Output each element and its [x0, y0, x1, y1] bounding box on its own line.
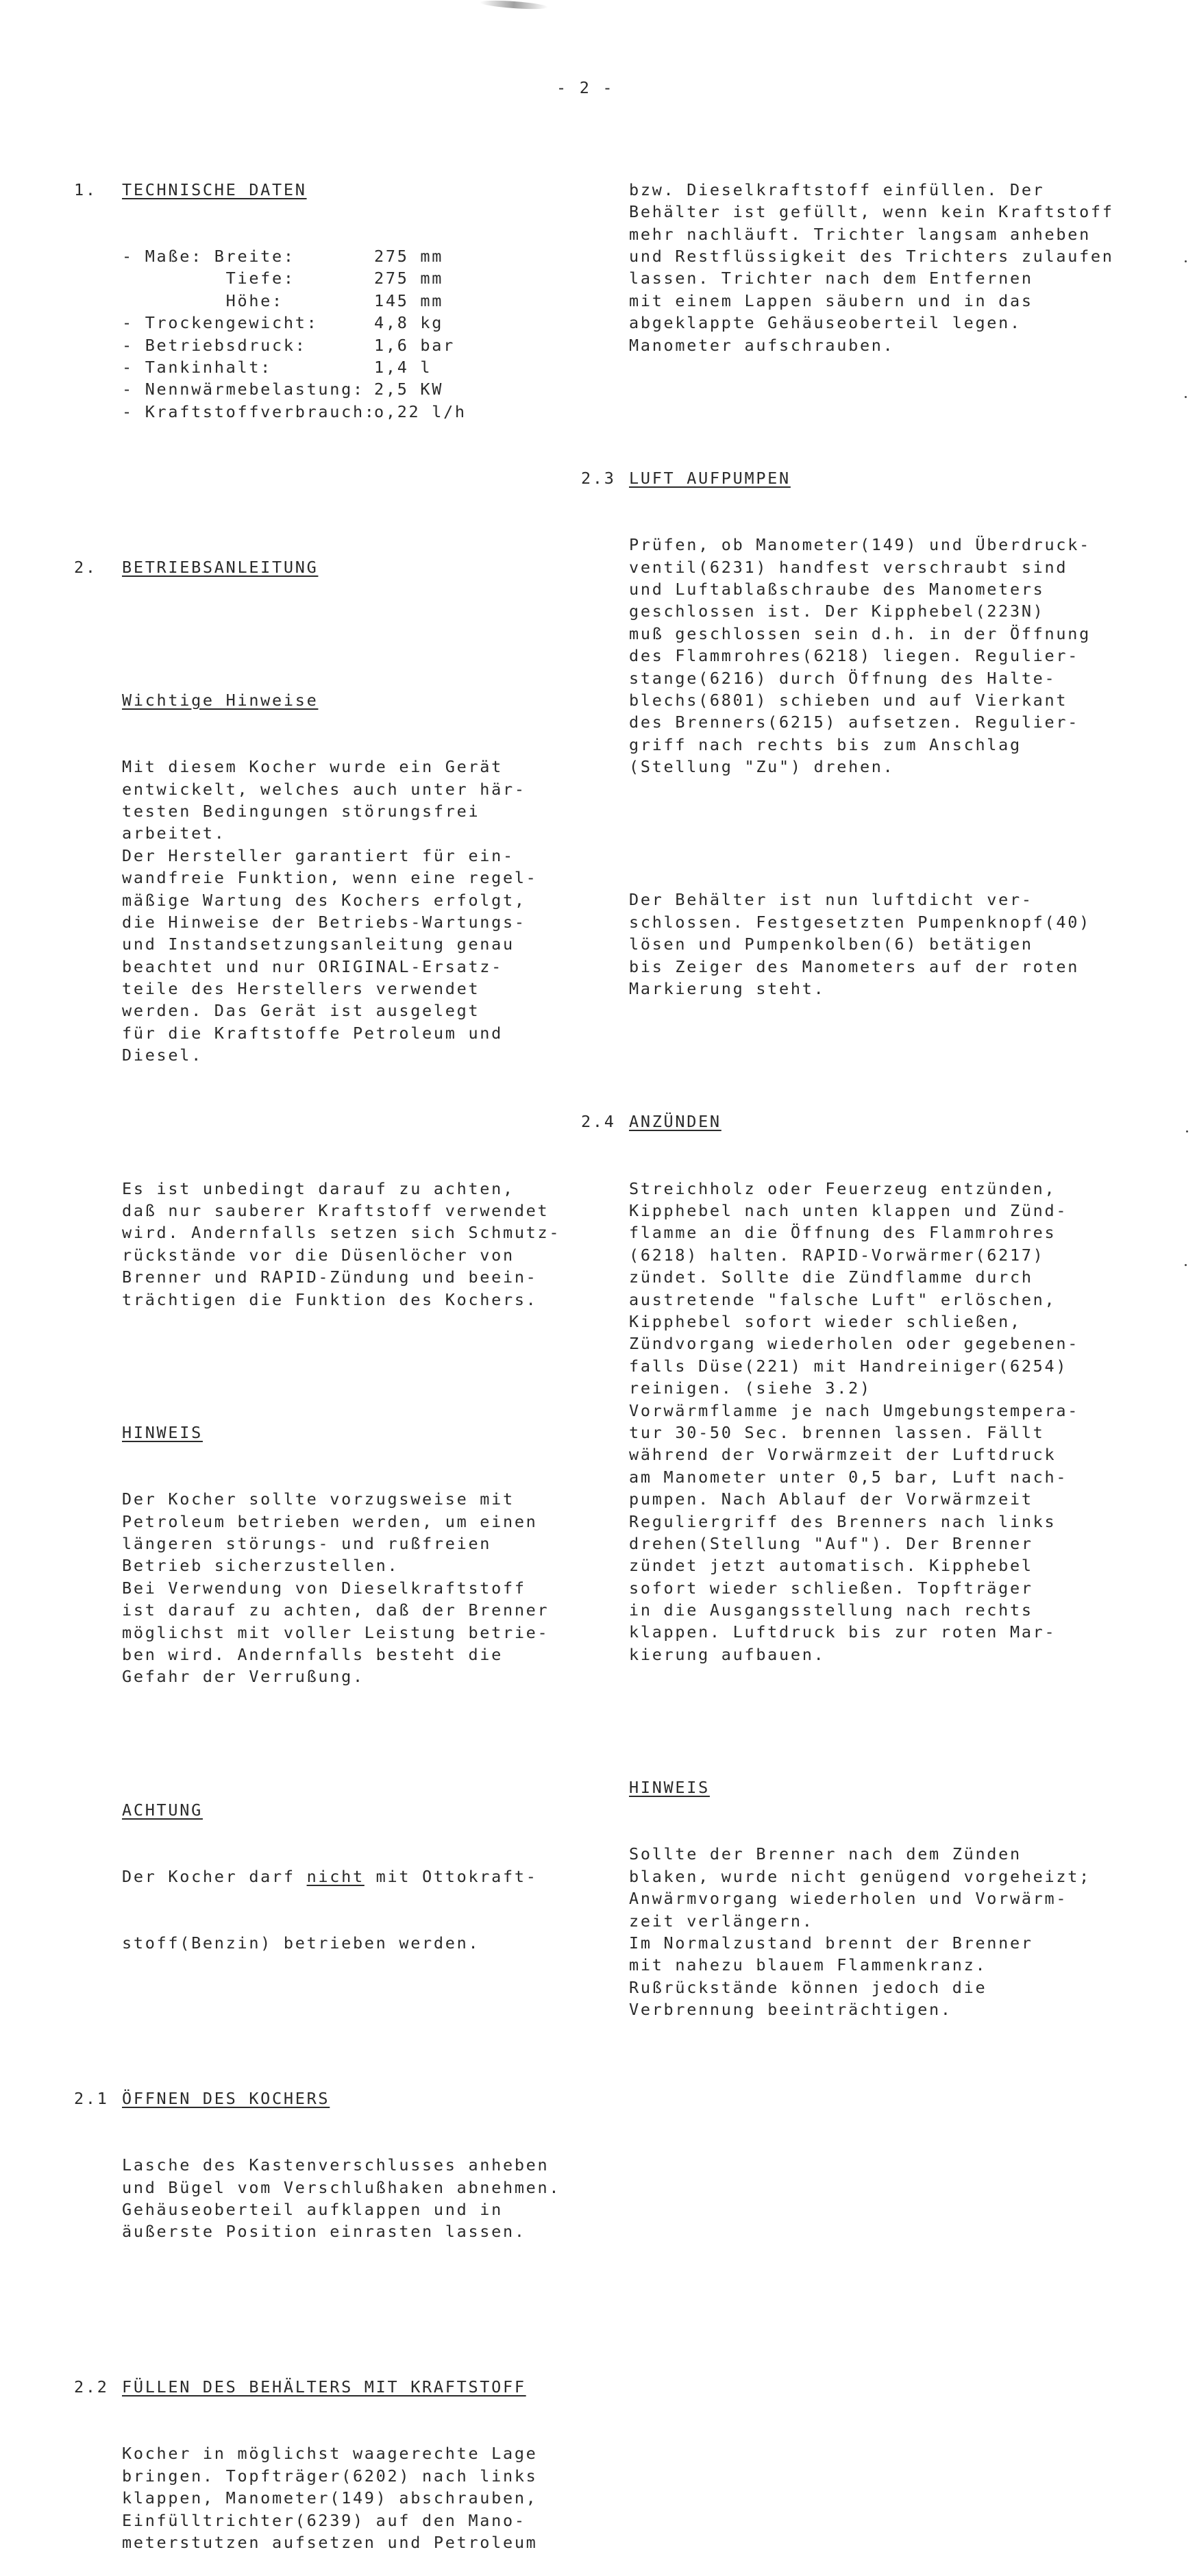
paragraph-line: meterstutzen aufsetzen und Petroleum — [122, 2532, 538, 2552]
paragraph-line: Gehäuseoberteil aufklappen und in — [122, 2199, 503, 2219]
paragraph-line: des Brenners(6215) aufsetzen. Regulier- — [629, 713, 1080, 732]
paragraph-line: testen Bedingungen störungsfrei — [122, 801, 480, 821]
spec-label: - Kraftstoffverbrauch: — [122, 401, 376, 421]
paragraph-line: austretende "falsche Luft" erlöschen, — [629, 1289, 1057, 1309]
paragraph-line: teile des Herstellers verwendet — [122, 979, 480, 999]
paragraph-line: ben wird. Andernfalls besteht die — [122, 1644, 503, 1664]
paragraph-line: während der Vorwärmzeit der Luftdruck — [629, 1445, 1057, 1465]
spec-row — [74, 401, 581, 423]
paragraph-line: klappen, Manometer(149) abschrauben, — [122, 2488, 538, 2508]
spec-row — [74, 267, 581, 289]
paragraph-line: Im Normalzustand brennt der Brenner — [629, 1933, 1033, 1953]
paragraph-line: Betrieb sicherzustellen. — [122, 1556, 399, 1576]
paragraph — [581, 534, 1184, 778]
paragraph-line: (Stellung "Zu") drehen. — [629, 757, 895, 777]
paragraph-line: bis Zeiger des Manometers auf der roten — [629, 956, 1080, 976]
paragraph-line: arbeitet. — [122, 823, 226, 843]
paragraph-line: pumpen. Nach Ablauf der Vorwärmzeit — [629, 1489, 1033, 1509]
paragraph-line: Kocher in möglichst waagerechte Lage — [122, 2444, 538, 2464]
spec-row — [74, 290, 581, 312]
paragraph-line: schlossen. Festgesetzten Pumpenknopf(40) — [629, 912, 1091, 932]
spec-value: 1,4 l — [374, 357, 432, 377]
paragraph-line: Bei Verwendung von Dieselkraftstoff — [122, 1578, 526, 1598]
spec-label: - Betriebsdruck: — [122, 335, 307, 355]
paragraph-line: trächtigen die Funktion des Kochers. — [122, 1289, 538, 1309]
paragraph-line: griff nach rechts bis zum Anschlag — [629, 734, 1022, 754]
paragraph-line: tur 30-50 Sec. brennen lassen. Fällt — [629, 1422, 1045, 1442]
paragraph — [74, 1488, 581, 1688]
paragraph-line: Behälter ist gefüllt, wenn kein Kraftstoff — [629, 202, 1114, 222]
right-column — [581, 134, 1184, 2043]
spec-value: 275 mm — [374, 247, 444, 267]
paragraph-line: Mit diesem Kocher wurde ein Gerät — [122, 757, 503, 777]
paragraph-line: lösen und Pumpenkolben(6) betätigen — [629, 934, 1033, 954]
paragraph-line: Lasche des Kastenverschlusses anheben — [122, 2155, 550, 2175]
paragraph — [581, 889, 1184, 1000]
paragraph-line: Petroleum betrieben werden, um einen — [122, 1511, 538, 1531]
page-number: - 2 - — [556, 78, 615, 97]
paragraph-line: Prüfen, ob Manometer(149) und Überdruck- — [629, 535, 1091, 555]
paragraph-line: für die Kraftstoffe Petroleum und — [122, 1023, 503, 1043]
paragraph-line: abgeklappte Gehäuseoberteil legen. — [629, 313, 1022, 333]
subheading: HINWEIS — [122, 1423, 203, 1443]
left-column — [74, 134, 581, 2576]
paragraph-line: Es ist unbedingt darauf zu achten, — [122, 1178, 515, 1198]
paragraph-line: blechs(6801) schieben und auf Vierkant — [629, 690, 1068, 710]
paragraph-line: Der Kocher darf nicht mit Ottokraft- — [122, 1866, 538, 1886]
paragraph-line: muß geschlossen sein d.h. in der Öffnung — [629, 623, 1091, 643]
section-heading: 2.2 FÜLLEN DES BEHÄLTERS MIT KRAFTSTOFF — [74, 2377, 526, 2397]
spec-value: o,22 l/h — [374, 401, 467, 421]
paragraph-line: blaken, wurde nicht genügend vorgeheizt; — [629, 1866, 1091, 1886]
paragraph-line: Diesel. — [122, 1045, 203, 1065]
paragraph-line: und Instandsetzungsanleitung genau — [122, 934, 515, 954]
paragraph-line: kierung aufbauen. — [629, 1644, 826, 1664]
paragraph-line: daß nur sauberer Kraftstoff verwendet — [122, 1201, 550, 1221]
paragraph-line: beachtet und nur ORIGINAL-Ersatz- — [122, 956, 503, 976]
paragraph-line: mehr nachläuft. Trichter langsam anheben — [629, 224, 1091, 244]
paragraph-line: zeit verlängern. — [629, 1911, 814, 1931]
paragraph-line: Sollte der Brenner nach dem Zünden — [629, 1844, 1022, 1864]
paragraph-line: entwickelt, welches auch unter här- — [122, 779, 526, 799]
paragraph-line: mit nahezu blauem Flammenkranz. — [629, 1955, 987, 1975]
paragraph-line: Der Behälter ist nun luftdicht ver- — [629, 890, 1033, 910]
paragraph-line: am Manometer unter 0,5 bar, Luft nach- — [629, 1467, 1068, 1487]
spec-label: Tiefe: — [122, 269, 295, 288]
paragraph-line: rückstände vor die Düsenlöcher von — [122, 1245, 515, 1265]
paragraph-line: mit einem Lappen säubern und in das — [629, 290, 1033, 310]
paragraph-line: Streichholz oder Feuerzeug entzünden, — [629, 1178, 1057, 1198]
subheading: Wichtige Hinweise — [122, 690, 319, 710]
paragraph-line: Brenner und RAPID-Zündung und beein- — [122, 1267, 538, 1287]
paragraph-line: und Restflüssigkeit des Trichters zulaufen — [629, 246, 1114, 266]
paragraph-line: ventil(6231) handfest verschraubt sind — [629, 557, 1068, 577]
paragraph-line: zündet jetzt automatisch. Kipphebel — [629, 1556, 1033, 1576]
paragraph-line: stange(6216) durch Öffnung des Halte- — [629, 668, 1057, 688]
scan-dot — [1185, 260, 1187, 262]
paragraph — [74, 2442, 581, 2553]
spec-label: - Nennwärmebelastung: — [122, 380, 365, 399]
paragraph-line: längeren störungs- und rußfreien — [122, 1534, 492, 1553]
paragraph-line: wird. Andernfalls setzen sich Schmutz- — [122, 1223, 561, 1243]
paragraph-line: zündet. Sollte die Zündflamme durch — [629, 1267, 1033, 1287]
paragraph-line: des Flammrohres(6218) liegen. Regulier- — [629, 646, 1080, 666]
paragraph-line: klappen. Luftdruck bis zur roten Mar- — [629, 1622, 1057, 1642]
spec-row — [74, 312, 581, 334]
paragraph-line: stoff(Benzin) betrieben werden. — [122, 1933, 480, 1953]
subheading: HINWEIS — [629, 1778, 710, 1798]
paragraph-line: in die Ausgangsstellung nach rechts — [629, 1600, 1033, 1620]
spec-value: 4,8 kg — [374, 313, 444, 333]
paragraph-line: bzw. Dieselkraftstoff einfüllen. Der — [629, 179, 1045, 199]
paragraph — [74, 1178, 581, 1311]
paragraph-line: lassen. Trichter nach dem Entfernen — [629, 269, 1033, 288]
paragraph-line: Der Kocher sollte vorzugsweise mit — [122, 1489, 515, 1509]
paragraph-line: Manometer aufschrauben. — [629, 335, 895, 355]
paragraph-line: geschlossen ist. Der Kipphebel(223N) — [629, 602, 1045, 621]
spec-label: - Trockengewicht: — [122, 313, 319, 333]
paragraph-line: die Hinweise der Betriebs-Wartungs- — [122, 912, 526, 932]
paragraph-line: Anwärmvorgang wiederholen und Vorwärm- — [629, 1889, 1068, 1909]
paragraph — [581, 179, 1184, 356]
paragraph-line: und Luftablaßschraube des Manometers — [629, 579, 1045, 599]
section-heading: 2.4 ANZÜNDEN — [581, 1112, 721, 1132]
paragraph-line: (6218) halten. RAPID-Vorwärmer(6217) — [629, 1245, 1045, 1265]
paragraph-line: möglichst mit voller Leistung betrie- — [122, 1622, 550, 1642]
spec-row — [74, 245, 581, 267]
scan-dot — [1185, 396, 1187, 398]
paragraph-line: werden. Das Gerät ist ausgelegt — [122, 1001, 480, 1021]
paragraph-line: wandfreie Funktion, wenn eine regel- — [122, 868, 538, 888]
paragraph-line: Kipphebel nach unten klappen und Zünd- — [629, 1201, 1068, 1221]
paragraph-line: Vorwärmflamme je nach Umgebungstempera- — [629, 1400, 1080, 1420]
paragraph-line: Markierung steht. — [629, 979, 826, 999]
paragraph-line: ist darauf zu achten, daß der Brenner — [122, 1600, 550, 1620]
paragraph-line: Gefahr der Verrußung. — [122, 1667, 365, 1687]
paragraph-line: Zündvorgang wiederholen oder gegebenen- — [629, 1334, 1080, 1354]
paragraph-line: Verbrennung beeinträchtigen. — [629, 2000, 952, 2020]
paragraph-line: Reguliergriff des Brenners nach links — [629, 1511, 1057, 1531]
section-heading: 2.1 ÖFFNEN DES KOCHERS — [74, 2088, 330, 2108]
spec-label: - Maße: Breite: — [122, 247, 295, 267]
spec-value: 1,6 bar — [374, 335, 455, 355]
spec-value: 275 mm — [374, 269, 444, 288]
paragraph-line: flamme an die Öffnung des Flammrohres — [629, 1223, 1057, 1243]
section-heading: 2.3 LUFT AUFPUMPEN — [581, 468, 791, 488]
paragraph-line: falls Düse(221) mit Handreiniger(6254) — [629, 1356, 1068, 1376]
paragraph-line: und Bügel vom Verschlußhaken abnehmen. — [122, 2177, 561, 2197]
paragraph — [581, 1843, 1184, 2020]
scan-dot — [1186, 1130, 1188, 1132]
spec-row — [74, 378, 581, 400]
paragraph-line: reinigen. (siehe 3.2) — [629, 1378, 872, 1398]
paragraph-line: Rußrückstände können jedoch die — [629, 1977, 987, 1997]
scan-dot — [1185, 1264, 1187, 1266]
paragraph-line: drehen(Stellung "Auf"). Der Brenner — [629, 1533, 1033, 1553]
spec-row — [74, 334, 581, 356]
spec-list — [74, 245, 581, 423]
spec-row — [74, 356, 581, 378]
scan-artifact — [480, 0, 548, 10]
section-heading: 2. BETRIEBSANLEITUNG — [74, 557, 319, 577]
paragraph-line: bringen. Topfträger(6202) nach links — [122, 2466, 538, 2486]
spec-value: 2,5 KW — [374, 380, 444, 399]
paragraph — [74, 2154, 581, 2243]
paragraph-line: Kipphebel sofort wieder schließen, — [629, 1311, 1022, 1331]
spec-label: Höhe: — [122, 290, 284, 310]
subheading: ACHTUNG — [122, 1800, 203, 1820]
paragraph-line: äußerste Position einrasten lassen. — [122, 2222, 526, 2242]
paragraph — [74, 756, 581, 1066]
paragraph-line: Der Hersteller garantiert für ein- — [122, 845, 515, 865]
paragraph-line: sofort wieder schließen. Topfträger — [629, 1578, 1033, 1598]
paragraph-line: Einfülltrichter(6239) auf den Mano- — [122, 2510, 526, 2530]
section-heading: 1. TECHNISCHE DATEN — [74, 179, 307, 199]
spec-label: - Tankinhalt: — [122, 357, 273, 377]
paragraph-line: mäßige Wartung des Kochers erfolgt, — [122, 890, 526, 910]
paragraph — [581, 1178, 1184, 1666]
spec-value: 145 mm — [374, 290, 444, 310]
